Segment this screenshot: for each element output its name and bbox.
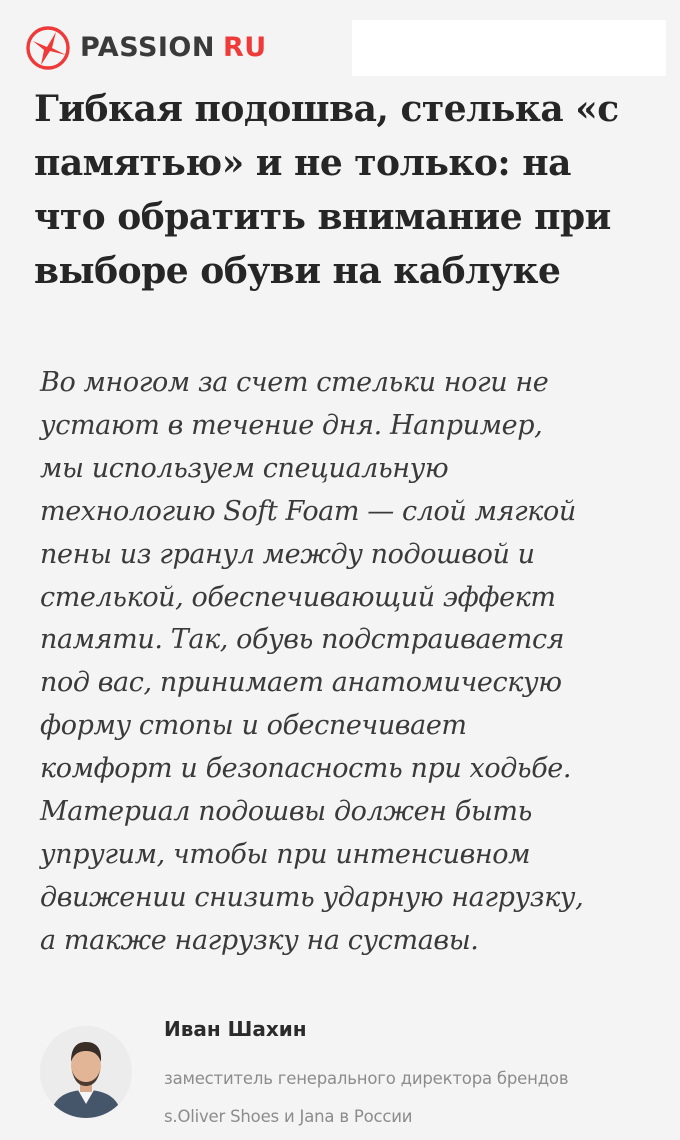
author-avatar xyxy=(40,1026,132,1118)
quote-line: мы используем специальную xyxy=(40,452,449,484)
header-banner-slot xyxy=(352,20,666,76)
author-role-line: заместитель генерального директора брендов xyxy=(164,1069,569,1088)
quote-line: движении снизить ударную нагрузку, xyxy=(40,881,584,913)
quote-line: Во многом за счет стельки ноги не xyxy=(40,367,549,398)
quote-line: под вас, принимает анатомическую xyxy=(40,667,562,699)
pull-quote xyxy=(40,362,640,963)
author-role xyxy=(164,1060,664,1136)
author-name: Иван Шахин xyxy=(164,1017,307,1041)
quote-line: а также нагрузку на суставы. xyxy=(40,924,479,956)
author-photo xyxy=(40,1026,132,1118)
article xyxy=(34,82,648,298)
quote-line: пены из гранул между подошвой и xyxy=(40,538,535,570)
quote-line: стелькой, обеспечивающий эффект xyxy=(40,581,556,613)
quote-line: форму стопы и обеспечивает xyxy=(40,710,467,742)
quote-author xyxy=(40,1010,660,1126)
author-role-line: s.Oliver Shoes и Jana в России xyxy=(164,1107,413,1126)
article-title: Гибкая подошва, стелька «с памятью» и не только: на что обратить внимание при выборе обуви на каблуке xyxy=(34,88,619,292)
site-header xyxy=(0,0,680,90)
quote-line: устают в течение дня. Например, xyxy=(40,409,543,441)
logo-text xyxy=(80,26,267,70)
logo-tld: RU xyxy=(222,32,267,63)
bird-star-icon xyxy=(26,26,70,70)
logo-word: PASSION xyxy=(80,32,215,63)
quote-line: памяти. Так, обувь подстраивается xyxy=(40,624,565,656)
quote-line: Материал подошвы должен быть xyxy=(40,796,532,828)
quote-line: комфорт и безопасность при ходьбе. xyxy=(40,753,572,785)
site-logo[interactable] xyxy=(26,26,267,70)
quote-line: упругим, чтобы при интенсивном xyxy=(40,838,531,870)
quote-line: технологию Soft Foam — слой мягкой xyxy=(40,495,576,527)
